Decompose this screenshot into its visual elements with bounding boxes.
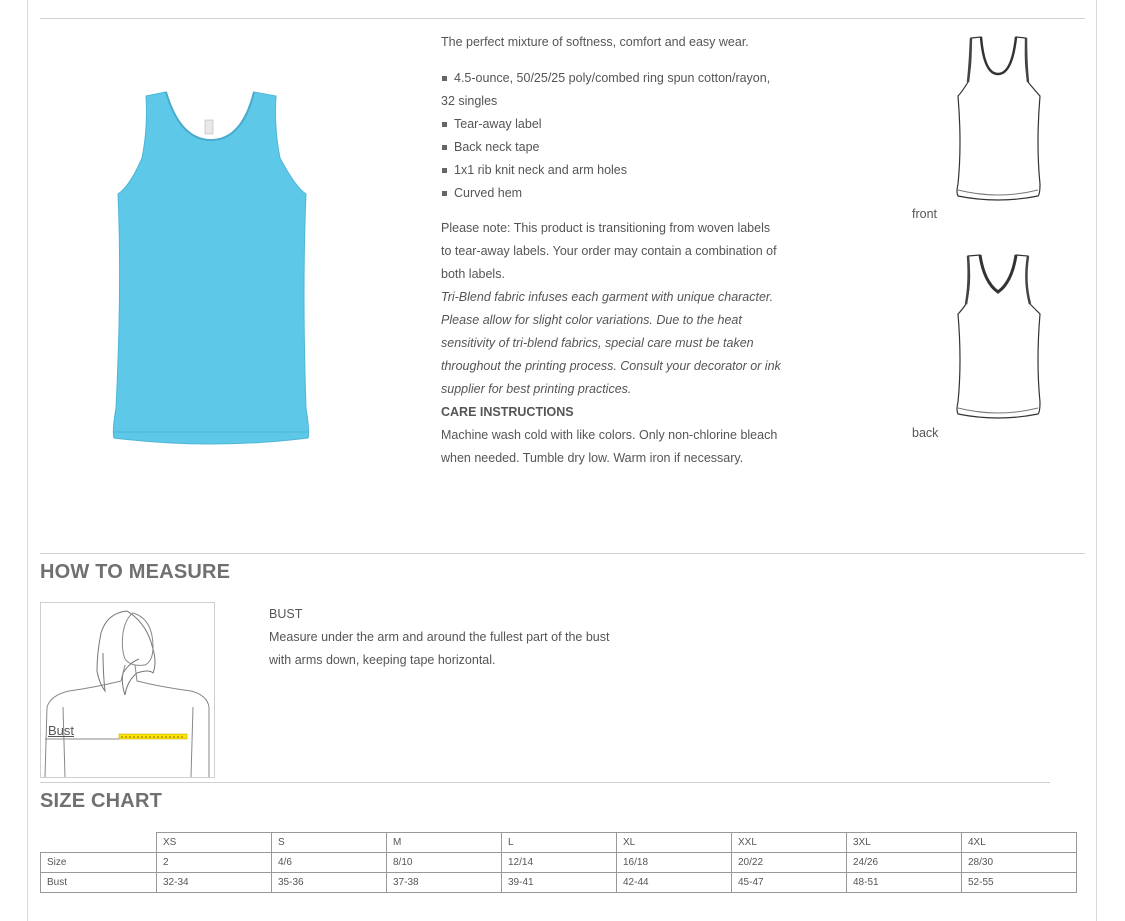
size-chart-table: [40, 832, 1077, 893]
table-cell: 52-55: [962, 873, 1077, 893]
size-column-header: S: [272, 833, 387, 853]
product-image: [108, 88, 318, 450]
size-column-header: XXL: [732, 833, 847, 853]
size-column-header: M: [387, 833, 502, 853]
bust-measure-instructions: BUST Measure under the arm and around the fullest part of the bust with arms down, keeping tape horizontal.: [269, 603, 669, 672]
table-row: [41, 873, 1077, 893]
feature-list: [441, 67, 791, 205]
table-cell: 39-41: [502, 873, 617, 893]
table-cell: 37-38: [387, 873, 502, 893]
table-cell: 2: [157, 853, 272, 873]
table-row: [41, 853, 1077, 873]
size-column-header: XL: [617, 833, 732, 853]
table-cell: 16/18: [617, 853, 732, 873]
table-cell: 20/22: [732, 853, 847, 873]
product-intro: The perfect mixture of softness, comfort and easy wear.: [441, 35, 749, 49]
label-transition-note: Please note: This product is transitioning from woven labels to tear-away labels. Your order may contain a combination of both labels. Tri-Blend fabric infuses each garment with unique character. Please allow for slight color variations. Due to the heat sensitivity of tri-blend fabrics, special care must be taken throughout the printing process. Consult your decorator or ink supplier for best printing practices. CARE INSTRUCTIONS Machine wash cold with like colors. Only non-chlorine bleach when needed. Tumble dry low. Warm iron if necessary.: [441, 217, 801, 470]
row-label: Bust: [41, 873, 157, 893]
table-cell: 35-36: [272, 873, 387, 893]
top-divider: [40, 18, 1085, 19]
back-view-label: back: [912, 426, 939, 440]
size-column-header: 3XL: [847, 833, 962, 853]
page-border-right: [1096, 0, 1097, 921]
how-to-measure-title: HOW TO MEASURE: [40, 561, 231, 583]
page-border-left: [27, 0, 28, 921]
body-outline-illustration: [41, 603, 214, 777]
tank-top-body: [113, 92, 308, 444]
table-header-row: [41, 833, 1077, 853]
size-chart-title: SIZE CHART: [40, 790, 162, 812]
front-view-label: front: [912, 207, 938, 221]
triblend-note: Tri-Blend fabric infuses each garment with unique character.: [441, 290, 774, 304]
size-column-header: L: [502, 833, 617, 853]
care-instructions-text: Machine wash cold with like colors. Only non-chlorine bleach: [441, 428, 778, 442]
measure-divider: [40, 782, 1050, 783]
size-column-header: XS: [157, 833, 272, 853]
table-cell: 24/26: [847, 853, 962, 873]
feature-item: 1x1 rib knit neck and arm holes: [441, 159, 791, 182]
back-view-sketch: [954, 252, 1044, 420]
feature-item: Curved hem: [441, 182, 791, 205]
size-column-header: 4XL: [962, 833, 1077, 853]
table-cell: 42-44: [617, 873, 732, 893]
care-instructions-heading: CARE INSTRUCTIONS: [441, 405, 574, 419]
table-cell: 4/6: [272, 853, 387, 873]
table-cell: 48-51: [847, 873, 962, 893]
feature-item-continuation: 32 singles: [441, 94, 498, 108]
measure-figure: [40, 602, 215, 778]
bust-figure-label: Bust: [48, 723, 75, 738]
table-cell: 32-34: [157, 873, 272, 893]
table-cell: 8/10: [387, 853, 502, 873]
table-cell: 12/14: [502, 853, 617, 873]
feature-item: 4.5-ounce, 50/25/25 poly/combed ring spun cotton/rayon,: [441, 67, 791, 90]
feature-item: Tear-away label: [441, 113, 791, 136]
table-cell: 45-47: [732, 873, 847, 893]
feature-item: Back neck tape: [441, 136, 791, 159]
front-view-sketch: [954, 34, 1044, 202]
table-corner-cell: [41, 833, 157, 853]
section-divider: [40, 553, 1085, 554]
bust-heading: BUST: [269, 607, 303, 621]
row-label: Size: [41, 853, 157, 873]
table-cell: 28/30: [962, 853, 1077, 873]
